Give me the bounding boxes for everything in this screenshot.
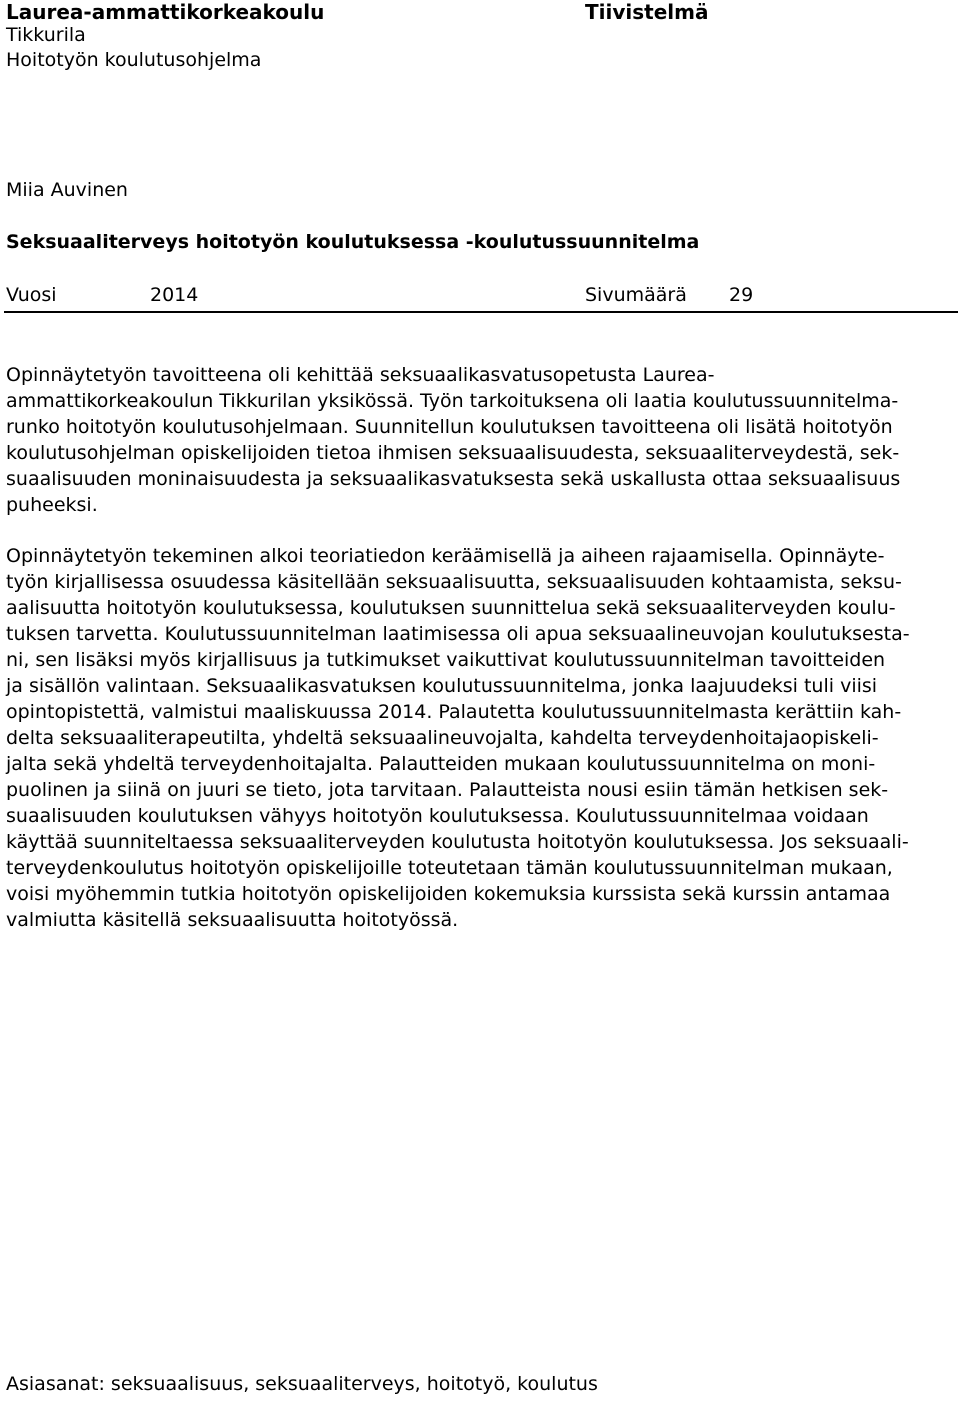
paragraph-line: opintopistettä, valmistui maaliskuussa 2014. Palautetta koulutussuunnitelmasta kerättiin kah- <box>6 701 902 723</box>
document-type: Tiivistelmä <box>585 0 709 24</box>
paragraph-line: Opinnäytetyön tavoitteena oli kehittää seksuaalikasvatusopetusta Laurea- <box>6 364 715 386</box>
paragraph-line: aalisuutta hoitotyön koulutuksessa, koulutuksen suunnittelua sekä seksuaaliterveyden koulu- <box>6 597 896 619</box>
keywords: Asiasanat: seksuaalisuus, seksuaaliterveys, hoitotyö, koulutus <box>6 1373 598 1395</box>
paragraph-line: puolinen ja siinä on juuri se tieto, jota tarvitaan. Palautteista nousi esiin tämän hetkisen sek- <box>6 779 889 801</box>
author-name: Miia Auvinen <box>6 179 128 201</box>
paragraph-line: puheeksi. <box>6 494 98 516</box>
paragraph-line: käyttää suunniteltaessa seksuaaliterveyden koulutusta hoitotyön koulutuksessa. Jos seksuaali- <box>6 831 909 853</box>
school-name: Laurea-ammattikorkeakoulu <box>6 0 325 24</box>
abstract-paragraph-2 <box>6 543 954 933</box>
paragraph-line: voisi myöhemmin tutkia hoitotyön opiskelijoiden kokemuksia kurssista sekä kurssin antamaa <box>6 883 891 905</box>
paragraph-line: ja sisällön valintaan. Seksuaalikasvatuksen koulutussuunnitelma, jonka laajuudeksi tuli viisi <box>6 675 878 697</box>
paragraph-line: koulutusohjelman opiskelijoiden tietoa ihmisen seksuaalisuudesta, seksuaaliterveydestä, sek- <box>6 442 900 464</box>
programme-name: Hoitotyön koulutusohjelma <box>6 49 262 71</box>
paragraph-line: suaalisuuden moninaisuudesta ja seksuaalikasvatuksesta sekä uskallusta ottaa seksuaalisuus <box>6 468 901 490</box>
year-value: 2014 <box>150 284 199 306</box>
paragraph-line: työn kirjallisessa osuudessa käsitellään seksuaalisuutta, seksuaalisuuden kohtaamista, seksu- <box>6 571 902 593</box>
paragraph-line: suaalisuuden koulutuksen vähyys hoitotyön koulutuksessa. Koulutussuunnitelmaa voidaan <box>6 805 869 827</box>
header-divider <box>4 311 958 313</box>
abstract-paragraph-1 <box>6 362 954 518</box>
page-count-label: Sivumäärä <box>585 284 687 306</box>
paragraph-line: delta seksuaaliterapeutilta, yhdeltä seksuaalineuvojalta, kahdelta terveydenhoitajaopiskeli- <box>6 727 879 749</box>
campus-name: Tikkurila <box>6 24 86 46</box>
page-count-value: 29 <box>729 284 754 306</box>
paragraph-line: jalta sekä yhdeltä terveydenhoitajalta. Palautteiden mukaan koulutussuunnitelma on moni- <box>6 753 876 775</box>
paragraph-line: ammattikorkeakoulun Tikkurilan yksikössä. Työn tarkoituksena oli laatia koulutussuunnitelma- <box>6 390 899 412</box>
paragraph-line: ni, sen lisäksi myös kirjallisuus ja tutkimukset vaikuttivat koulutussuunnitelman tavoitteiden <box>6 649 886 671</box>
thesis-title: Seksuaaliterveys hoitotyön koulutuksessa -koulutussuunnitelma <box>6 231 700 253</box>
paragraph-line: valmiutta käsitellä seksuaalisuutta hoitotyössä. <box>6 909 459 931</box>
paragraph-line: tuksen tarvetta. Koulutussuunnitelman laatimisessa oli apua seksuaalineuvojan koulutuksesta- <box>6 623 910 645</box>
paragraph-line: Opinnäytetyön tekeminen alkoi teoriatiedon keräämisellä ja aiheen rajaamisella. Opinnäyte- <box>6 545 885 567</box>
paragraph-line: runko hoitotyön koulutusohjelmaan. Suunnitellun koulutuksen tavoitteena oli lisätä hoitotyön <box>6 416 893 438</box>
paragraph-line: terveydenkoulutus hoitotyön opiskelijoille toteutetaan tämän koulutussuunnitelman mukaan, <box>6 857 893 879</box>
year-label: Vuosi <box>6 284 57 306</box>
